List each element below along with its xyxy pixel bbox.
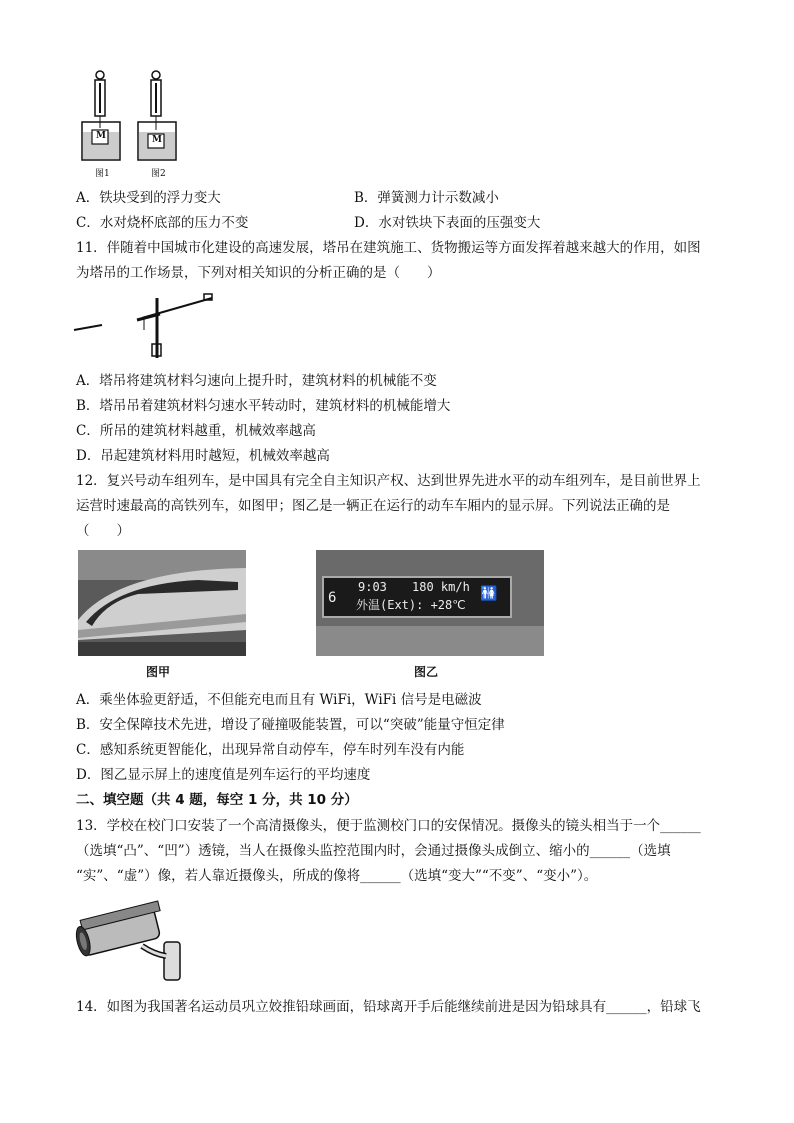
caption-jia: 图甲 (146, 665, 171, 679)
q10-option-a: A．铁块受到的浮力变大 (76, 190, 221, 206)
q12-stem-line3: （ ） (76, 523, 130, 539)
display-time: 9:03 (358, 580, 387, 594)
q11-stem-line2: 为塔吊的工作场景，下列对相关知识的分析正确的是（ ） (76, 265, 441, 281)
q11-stem-line1: 11．伴随着中国城市化建设的高速发展，塔吊在建筑施工、货物搬运等方面发挥着越来越大的作用，如图 (76, 240, 701, 256)
q12-option-d: D．图乙显示屏上的速度值是列车运行的平均速度 (76, 767, 371, 783)
restroom-icon: 🚻 (480, 586, 498, 602)
security-camera-image (72, 898, 184, 984)
tower-crane-image (72, 292, 222, 362)
q13-line1: 13．学校在校门口安装了一个高清摄像头，便于监测校门口的安保情况。摄像头的镜头相当于一个______ (76, 818, 701, 834)
block-letter-2: M (152, 135, 162, 145)
q12-stem-line2: 运营时速最高的高铁列车，如图甲；图乙是一辆正在运行的动车车厢内的显示屏。下列说法正确的是 (76, 498, 670, 514)
q11-option-a: A．塔吊将建筑材料匀速向上提升时，建筑材料的机械能不变 (76, 373, 437, 389)
q12-option-c: C．感知系统更智能化，出现异常自动停车，停车时列车没有内能 (76, 742, 465, 758)
section-title: 二、填空题（共 4 题，每空 1 分，共 10 分） (76, 792, 358, 808)
screen-bottom-trim (316, 626, 544, 656)
caption-yi: 图乙 (414, 665, 439, 679)
q11-option-b: B．塔吊吊着建筑材料匀速水平转动时，建筑材料的机械能增大 (76, 398, 451, 414)
q11-option-c: C．所吊的建筑材料越重，机械效率越高 (76, 423, 316, 439)
q13-line3: “实”、“虚”）像，若人靠近摄像头，所成的像将______（选填“变大”“不变”、“变小”）。 (76, 868, 598, 884)
display-temperature: 外温(Ext): +28℃ (356, 598, 466, 612)
display-car-number: 6 (328, 590, 337, 606)
display-screen-photo (316, 550, 544, 656)
figure-label-1: 图1 (95, 169, 110, 179)
q11-option-d: D．吊起建筑材料用时越短，机械效率越高 (76, 448, 330, 464)
q10-option-c: C．水对烧杯底部的压力不变 (76, 215, 249, 231)
q14-line1: 14．如图为我国著名运动员巩立姣推铅球画面，铅球离开手后能继续前进是因为铅球具有______，铅球飞 (76, 999, 701, 1015)
q13-line2: （选填“凸”、“凹”）透镜，当人在摄像头监控范围内时，会通过摄像头成倒立、缩小的______（选填 (76, 843, 671, 859)
q10-option-d: D．水对铁块下表面的压强变大 (354, 215, 541, 231)
figure-label-2: 图2 (151, 169, 166, 179)
train-photo (78, 550, 246, 656)
block-letter-1: M (96, 131, 106, 141)
q12-option-a: A．乘坐体验更舒适，不但能充电而且有 WiFi，WiFi 信号是电磁波 (76, 692, 482, 708)
q10-option-b: B．弹簧测力计示数减小 (354, 190, 499, 206)
q12-option-b: B．安全保障技术先进，增设了碰撞吸能装置，可以“突破”能量守恒定律 (76, 717, 505, 733)
q12-stem-line1: 12．复兴号动车组列车，是中国具有完全自主知识产权、达到世界先进水平的动车组列车，是目前世界上 (76, 473, 701, 489)
display-speed: 180 km/h (412, 580, 470, 594)
spring-balance-figure (80, 70, 190, 182)
